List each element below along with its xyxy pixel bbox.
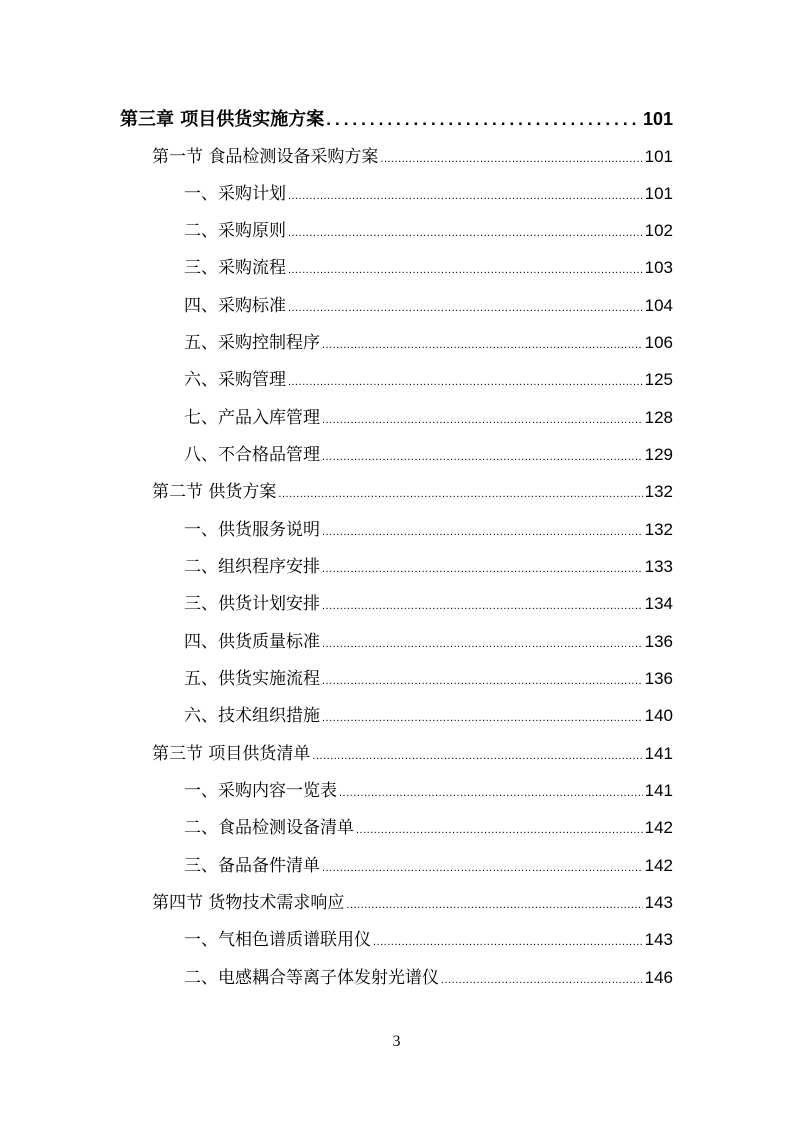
toc-page: 128 xyxy=(644,408,673,427)
toc-page: 133 xyxy=(644,557,673,576)
toc-section[interactable] xyxy=(152,480,673,504)
toc-item[interactable] xyxy=(184,816,673,840)
page-number: 3 xyxy=(392,1033,401,1050)
toc-item[interactable] xyxy=(184,518,673,542)
toc-section[interactable] xyxy=(152,145,673,169)
toc-page: 142 xyxy=(644,856,673,875)
toc-label: 第三节 项目供货清单 xyxy=(152,744,311,764)
toc-page: 141 xyxy=(644,744,673,763)
dot-leader xyxy=(288,296,643,320)
toc-label: 六、采购管理 xyxy=(184,370,286,390)
toc-item[interactable] xyxy=(184,182,673,206)
toc-section[interactable] xyxy=(152,742,673,766)
toc-item[interactable] xyxy=(184,331,673,355)
toc-item[interactable] xyxy=(184,667,673,691)
toc-item[interactable] xyxy=(184,704,673,728)
toc-item[interactable] xyxy=(184,256,673,280)
toc-page: 104 xyxy=(644,296,673,315)
dot-leader xyxy=(346,893,642,917)
toc-page: 101 xyxy=(642,109,673,129)
toc-item[interactable] xyxy=(184,928,673,952)
dot-leader xyxy=(288,370,643,394)
toc-label: 三、备品备件清单 xyxy=(184,856,320,876)
toc-page: 106 xyxy=(644,333,673,352)
toc-label: 一、供货服务说明 xyxy=(184,520,320,540)
toc-page: 101 xyxy=(644,147,673,166)
toc-label: 第三章 项目供货实施方案 xyxy=(120,109,325,130)
dot-leader xyxy=(322,632,643,656)
dot-leader xyxy=(288,258,643,282)
toc-item[interactable] xyxy=(184,555,673,579)
toc-page: 129 xyxy=(644,445,673,464)
toc-label: 二、组织程序安排 xyxy=(184,557,320,577)
toc-chapter[interactable] xyxy=(120,107,673,131)
toc-item[interactable] xyxy=(184,294,673,318)
dot-leader xyxy=(322,856,643,880)
toc-page: 132 xyxy=(644,482,673,501)
toc-label: 一、采购计划 xyxy=(184,184,286,204)
toc-item[interactable] xyxy=(184,368,673,392)
toc-page: 102 xyxy=(644,221,673,240)
toc-page: 125 xyxy=(644,370,673,389)
dot-leader xyxy=(322,445,643,469)
dot-leader xyxy=(322,669,643,693)
toc-page: 143 xyxy=(644,893,673,912)
toc-label: 二、采购原则 xyxy=(184,221,286,241)
toc-label: 一、气相色谱质谱联用仪 xyxy=(184,930,371,950)
dot-leader xyxy=(322,557,643,581)
dot-leader xyxy=(326,108,641,132)
toc-label: 二、电感耦合等离子体发射光谱仪 xyxy=(184,968,439,988)
toc-page: 132 xyxy=(644,520,673,539)
toc-item[interactable] xyxy=(184,406,673,430)
dot-leader xyxy=(322,520,643,544)
dot-leader xyxy=(322,408,643,432)
dot-leader xyxy=(322,333,643,357)
toc-item[interactable] xyxy=(184,219,673,243)
dot-leader xyxy=(312,744,642,768)
dot-leader xyxy=(356,818,643,842)
toc-label: 三、采购流程 xyxy=(184,258,286,278)
toc-label: 五、采购控制程序 xyxy=(184,333,320,353)
toc-item[interactable] xyxy=(184,966,673,990)
toc-page: 143 xyxy=(644,930,673,949)
toc-page: 141 xyxy=(644,781,673,800)
dot-leader xyxy=(441,968,643,992)
toc-page: 142 xyxy=(644,818,673,837)
toc-page: 140 xyxy=(644,706,673,725)
toc-label: 八、不合格品管理 xyxy=(184,445,320,465)
toc-label: 六、技术组织措施 xyxy=(184,706,320,726)
toc-item[interactable] xyxy=(184,779,673,803)
toc-page: 136 xyxy=(644,669,673,688)
toc-item[interactable] xyxy=(184,592,673,616)
dot-leader xyxy=(288,184,643,208)
dot-leader xyxy=(380,147,642,171)
toc-label: 二、食品检测设备清单 xyxy=(184,818,354,838)
toc-page: 103 xyxy=(644,258,673,277)
toc-page: 136 xyxy=(644,632,673,651)
dot-leader xyxy=(373,930,643,954)
toc-label: 五、供货实施流程 xyxy=(184,669,320,689)
toc-page: 146 xyxy=(644,968,673,987)
dot-leader xyxy=(322,706,643,730)
toc-label: 一、采购内容一览表 xyxy=(184,781,337,801)
toc-item[interactable] xyxy=(184,443,673,467)
dot-leader xyxy=(288,221,643,245)
toc-label: 三、供货计划安排 xyxy=(184,594,320,614)
toc-label: 第四节 货物技术需求响应 xyxy=(152,893,345,913)
dot-leader xyxy=(339,781,643,805)
toc-label: 第二节 供货方案 xyxy=(152,482,277,502)
toc-page: 101 xyxy=(644,184,673,203)
toc-label: 第一节 食品检测设备采购方案 xyxy=(152,147,379,167)
dot-leader xyxy=(322,594,643,618)
dot-leader xyxy=(278,482,642,506)
toc-section[interactable] xyxy=(152,891,673,915)
toc-label: 四、供货质量标准 xyxy=(184,632,320,652)
toc-item[interactable] xyxy=(184,854,673,878)
toc-item[interactable] xyxy=(184,630,673,654)
toc-label: 七、产品入库管理 xyxy=(184,408,320,428)
toc-page: 134 xyxy=(644,594,673,613)
toc-label: 四、采购标准 xyxy=(184,296,286,316)
